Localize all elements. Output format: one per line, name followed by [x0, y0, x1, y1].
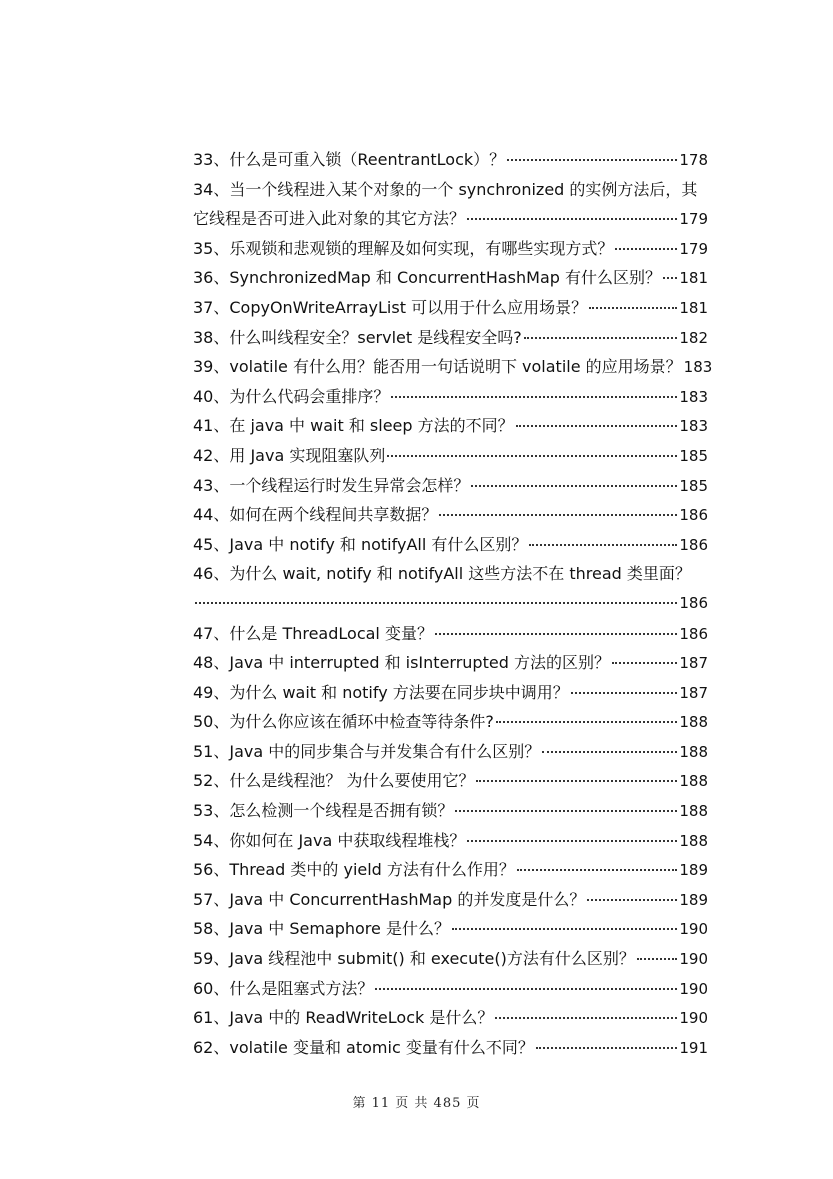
toc-entry-page: 182 [679, 328, 708, 347]
toc-entry-page: 181 [679, 298, 708, 317]
toc-entry-title: 56、Thread 类中的 yield 方法有什么作用？ [193, 860, 515, 880]
dot-leader [542, 751, 677, 753]
toc-entry-53[interactable] [193, 796, 708, 826]
dot-leader [612, 662, 677, 664]
toc-entry-title: 44、如何在两个线程间共享数据？ [193, 505, 438, 525]
toc-entry-page: 189 [679, 890, 708, 909]
toc-entry-title-line1: 34、当一个线程进入某个对象的一个 synchronized 的实例方法后，其 [193, 179, 698, 199]
dot-leader [589, 307, 677, 309]
toc-entry-title: 36、SynchronizedMap 和 ConcurrentHashMap 有什么区别？ [193, 268, 661, 288]
toc-entry-title: 45、Java 中 notify 和 notifyAll 有什么区别？ [193, 534, 528, 554]
dot-leader [496, 721, 678, 723]
toc-entry-title: 51、Java 中的同步集合与并发集合有什么区别？ [193, 741, 541, 761]
toc-entry-46[interactable] [193, 559, 708, 618]
dot-leader [439, 514, 677, 516]
toc-entry-page: 188 [679, 742, 708, 761]
toc-entry-title: 54、你如何在 Java 中获取线程堆栈？ [193, 830, 466, 850]
toc-entry-title: 61、Java 中的 ReadWriteLock 是什么？ [193, 1008, 494, 1028]
toc-entry-42[interactable] [193, 441, 708, 471]
dot-leader [615, 248, 677, 250]
toc-entry-page: 183 [679, 387, 708, 406]
toc-entry-page: 191 [679, 1038, 708, 1057]
dot-leader [663, 277, 677, 279]
toc-entry-title: 59、Java 线程池中 submit() 和 execute()方法有什么区别？ [193, 949, 635, 969]
toc-entry-44[interactable] [193, 500, 708, 530]
toc-entry-page: 179 [679, 210, 708, 229]
toc-entry-page: 178 [679, 151, 708, 169]
toc-entry-43[interactable] [193, 471, 708, 501]
dot-leader [467, 218, 677, 220]
toc-entry-page: 190 [679, 1009, 708, 1028]
toc-entry-title: 33、什么是可重入锁（ReentrantLock）？ [193, 150, 506, 169]
toc-entry-47[interactable] [193, 619, 708, 649]
page-footer: 第 11 页 共 485 页 [352, 1096, 481, 1111]
toc-entry-title: 52、什么是线程池？ 为什么要使用它？ [193, 771, 475, 791]
dot-leader [195, 602, 677, 604]
dot-leader [435, 633, 677, 635]
dot-leader [587, 899, 677, 901]
toc-entry-page: 183 [679, 417, 708, 436]
toc-entry-page: 187 [679, 654, 708, 673]
toc-entry-38[interactable] [193, 323, 708, 353]
toc-entry-35[interactable] [193, 234, 708, 264]
toc-entry-page: 188 [679, 802, 708, 821]
toc-entry-37[interactable] [193, 293, 708, 323]
toc-entry-title: 48、Java 中 interrupted 和 isInterrupted 方法的区别？ [193, 653, 610, 673]
dot-leader [387, 455, 677, 457]
toc-entry-title: 41、在 java 中 wait 和 sleep 方法的不同？ [193, 416, 514, 436]
dot-leader [471, 485, 677, 487]
toc-entry-39[interactable] [193, 352, 713, 382]
toc-entry-page: 185 [679, 476, 708, 495]
toc-entry-title: 57、Java 中 ConcurrentHashMap 的并发度是什么？ [193, 889, 586, 909]
toc-entry-33[interactable] [193, 145, 708, 175]
dot-leader [516, 425, 678, 427]
toc-entry-title: 它线程是否可进入此对象的其它方法？ [193, 209, 466, 229]
toc-entry-page: 188 [679, 831, 708, 850]
toc-entry-page: 190 [679, 920, 708, 939]
toc-entry-58[interactable] [193, 914, 708, 944]
toc-entry-title: 37、CopyOnWriteArrayList 可以用于什么应用场景？ [193, 297, 588, 317]
toc-entry-title: 43、一个线程运行时发生异常会怎样？ [193, 475, 470, 495]
toc-entry-title: 62、volatile 变量和 atomic 变量有什么不同？ [193, 1037, 534, 1057]
toc-entry-title: 49、为什么 wait 和 notify 方法要在同步块中调用？ [193, 682, 569, 702]
toc-entry-41[interactable] [193, 411, 708, 441]
dot-leader [517, 869, 677, 871]
dot-leader [476, 780, 677, 782]
dot-leader [455, 810, 677, 812]
toc-entry-page: 186 [679, 624, 708, 643]
dot-leader [529, 544, 677, 546]
toc-entry-50[interactable] [193, 707, 708, 737]
dot-leader [467, 840, 677, 842]
toc-entry-40[interactable] [193, 382, 708, 412]
toc-entry-page: 185 [679, 446, 708, 465]
dot-leader [536, 1047, 678, 1049]
toc-entry-61[interactable] [193, 1003, 708, 1033]
dot-leader [375, 988, 677, 990]
toc-entry-page: 188 [679, 713, 708, 732]
toc-entry-title: 50、为什么你应该在循环中检查等待条件? [193, 712, 494, 732]
dot-leader [637, 958, 678, 960]
toc-entry-56[interactable] [193, 855, 708, 885]
toc-entry-45[interactable] [193, 530, 708, 560]
toc-entry-36[interactable] [193, 263, 708, 293]
toc-entry-page: 183 [683, 358, 713, 377]
toc-entry-54[interactable] [193, 826, 708, 856]
toc-entry-title-line1: 46、为什么 wait, notify 和 notifyAll 这些方法不在 thread 类里面？ [193, 564, 691, 584]
toc-entry-title: 35、乐观锁和悲观锁的理解及如何实现，有哪些实现方式？ [193, 238, 614, 258]
toc-entry-page: 179 [679, 239, 708, 258]
toc-entry-34[interactable] [193, 175, 708, 234]
toc-entry-title: 38、什么叫线程安全？servlet 是线程安全吗? [193, 327, 522, 347]
toc-entry-49[interactable] [193, 678, 708, 708]
dot-leader [571, 692, 678, 694]
toc-entry-51[interactable] [193, 737, 708, 767]
toc-entry-page: 189 [679, 861, 708, 880]
toc-entry-52[interactable] [193, 766, 708, 796]
toc-entry-page: 186 [679, 506, 708, 525]
toc-entry-59[interactable] [193, 944, 708, 974]
toc-entry-title: 47、什么是 ThreadLocal 变量？ [193, 623, 433, 643]
dot-leader [524, 337, 678, 339]
toc-entry-60[interactable] [193, 974, 708, 1004]
toc-entry-page: 188 [679, 772, 708, 791]
toc-entry-57[interactable] [193, 885, 708, 915]
toc-entry-page: 190 [679, 979, 708, 998]
toc-entry-title: 60、什么是阻塞式方法？ [193, 978, 374, 998]
toc-entry-48[interactable] [193, 648, 708, 678]
toc-entry-title: 40、为什么代码会重排序？ [193, 386, 390, 406]
toc-entry-62[interactable] [193, 1033, 708, 1063]
toc-entry-title: 58、Java 中 Semaphore 是什么？ [193, 919, 450, 939]
toc-entry-title: 53、怎么检测一个线程是否拥有锁？ [193, 801, 454, 821]
toc-entry-title: 42、用 Java 实现阻塞队列 [193, 445, 386, 465]
toc-entry-page: 190 [679, 950, 708, 969]
toc-entry-title: 39、volatile 有什么用？能否用一句话说明下 volatile 的应用场景？ [193, 357, 682, 377]
dot-leader [495, 1017, 677, 1019]
toc-entry-page: 181 [679, 269, 708, 288]
dot-leader [452, 928, 677, 930]
table-of-contents [193, 145, 713, 1062]
toc-entry-page: 186 [679, 535, 708, 554]
toc-entry-page: 186 [679, 593, 708, 612]
dot-leader [391, 396, 677, 398]
toc-entry-page: 187 [679, 683, 708, 702]
dot-leader [507, 159, 677, 161]
